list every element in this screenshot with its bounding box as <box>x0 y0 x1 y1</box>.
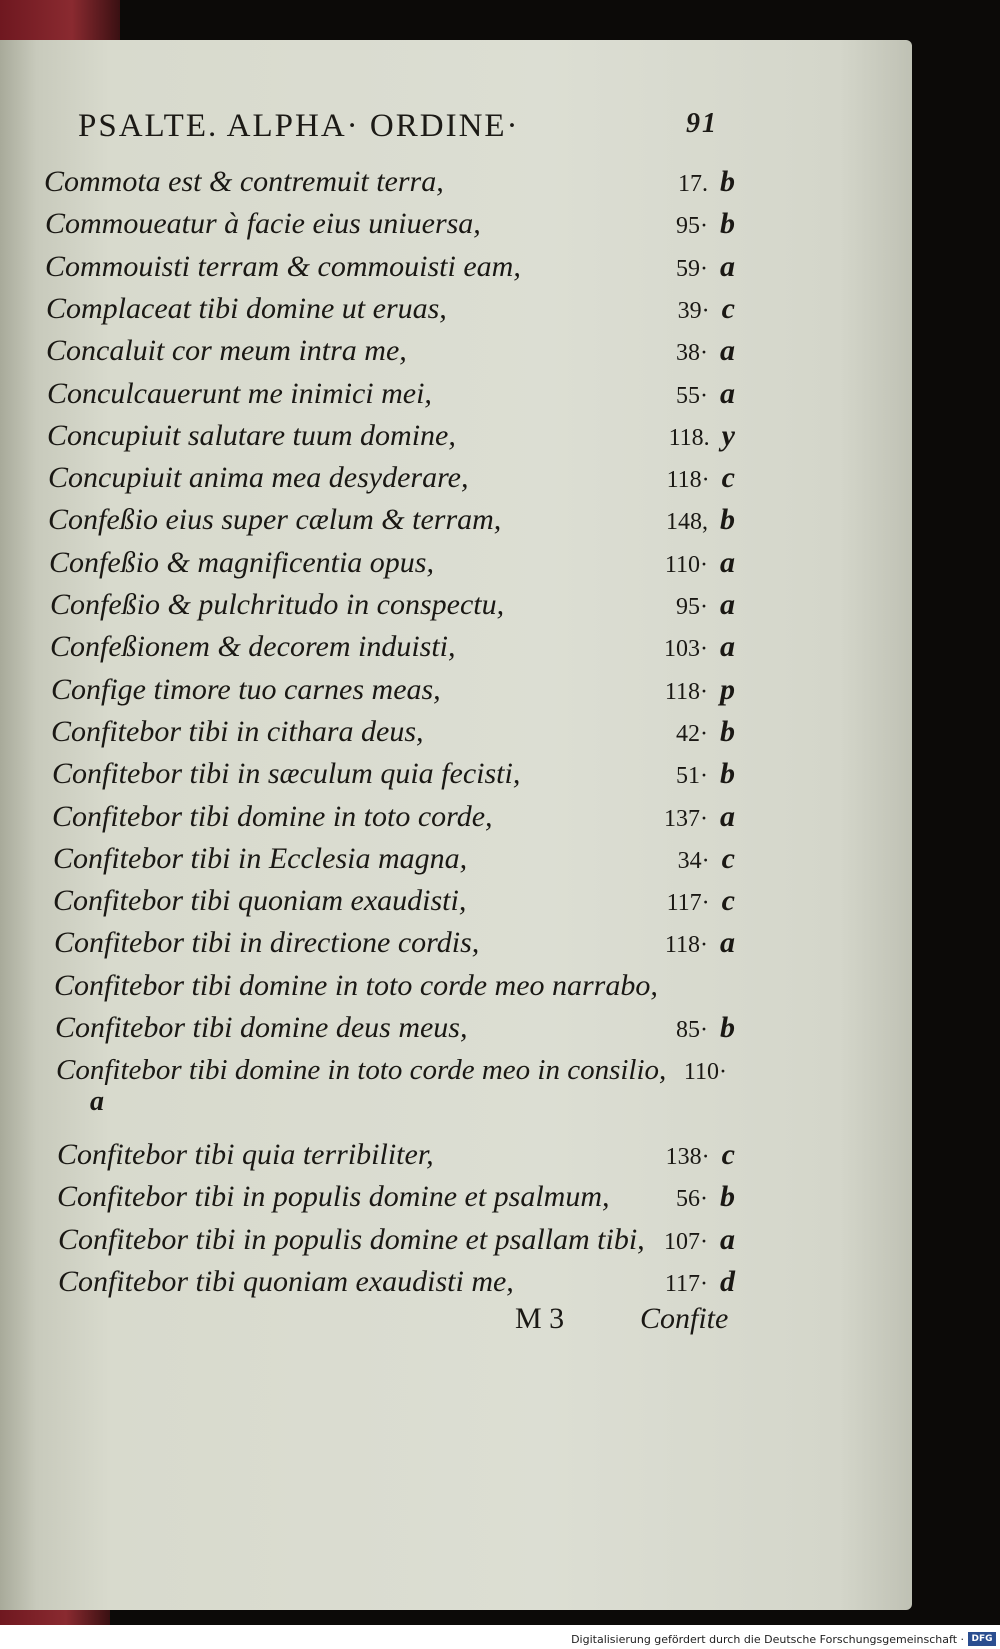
psalm-number: 95· <box>676 213 708 239</box>
signature-mark: M 3 <box>515 1302 565 1335</box>
verse-letter: a <box>720 250 735 283</box>
entry-text: Confitebor tibi domine in toto corde, <box>52 800 493 833</box>
verse-letter: b <box>720 1011 735 1044</box>
index-entry <box>58 1220 735 1260</box>
verse-letter: b <box>720 757 735 790</box>
index-entry <box>47 374 735 414</box>
index-entry <box>48 500 735 540</box>
psalm-number: 59· <box>676 256 708 282</box>
entry-reference <box>676 1177 735 1219</box>
index-entry <box>45 204 735 244</box>
index-entry <box>44 162 735 202</box>
entry-reference <box>664 1220 735 1262</box>
entry-reference <box>676 331 735 373</box>
index-entry <box>52 797 735 837</box>
verse-letter: c <box>721 842 735 875</box>
verse-letter: b <box>720 165 735 198</box>
entry-text: Confige timore tuo carnes meas, <box>51 673 441 706</box>
entry-reference <box>676 585 735 627</box>
entry-reference <box>665 1262 735 1304</box>
psalm-number: 95· <box>676 594 708 620</box>
entry-reference <box>684 1050 739 1092</box>
psalm-number: 137· <box>664 806 708 832</box>
entry-text: Confitebor tibi domine deus meus, <box>55 1011 468 1044</box>
entry-text: Confeßionem & decorem induisti, <box>50 630 456 663</box>
entry-text: Confitebor tibi in sæculum quia fecisti, <box>52 757 521 790</box>
index-entry <box>48 458 735 498</box>
entry-reference <box>667 881 735 923</box>
entry-reference <box>665 670 735 712</box>
index-entry <box>55 1008 735 1048</box>
index-entry <box>57 1135 735 1175</box>
footer-credit: Digitalisierung gefördert durch die Deutsche Forschungsgemeinschaft · <box>571 1633 964 1646</box>
entry-reference <box>666 500 735 542</box>
psalm-number: 42· <box>676 721 708 747</box>
verse-letter: c <box>721 1138 735 1171</box>
entry-text: Confeßio eius super cælum & terram, <box>48 503 502 536</box>
entry-reference <box>667 458 735 500</box>
entry-text: Commoueatur à facie eius uniuersa, <box>45 207 481 240</box>
entry-reference <box>676 1008 735 1050</box>
entry-text: Conculcauerunt me inimici mei, <box>47 377 432 410</box>
psalm-number: 118. <box>668 425 710 451</box>
entry-reference <box>669 416 735 458</box>
psalm-number: 148, <box>666 509 708 535</box>
entry-reference <box>665 543 735 585</box>
verse-letter: d <box>720 1265 735 1298</box>
entry-reference <box>676 754 735 796</box>
psalm-number: 110· <box>664 552 708 578</box>
index-entry <box>52 754 735 794</box>
page-number: 91 <box>686 108 718 139</box>
entry-reference <box>676 712 735 754</box>
index-entry <box>57 1177 735 1217</box>
psalm-number: 38· <box>676 340 708 366</box>
entry-reference <box>664 797 735 839</box>
verse-letter: b <box>720 207 735 240</box>
psalm-number: 34· <box>677 848 710 874</box>
psalm-number: 110· <box>683 1059 727 1085</box>
entry-reference <box>678 289 735 331</box>
index-entry <box>50 627 735 667</box>
entry-text: Confitebor tibi quoniam exaudisti, <box>53 884 467 917</box>
verse-letter: c <box>721 884 735 917</box>
catchword: Confite <box>640 1302 729 1335</box>
psalm-number: 138· <box>665 1144 710 1170</box>
verse-letter: p <box>720 673 735 706</box>
psalm-number: 117· <box>664 1271 708 1297</box>
index-entry <box>47 416 735 456</box>
entry-reference <box>676 374 735 416</box>
entry-text: Concaluit cor meum intra me, <box>46 334 407 367</box>
psalm-number: 51· <box>676 763 708 789</box>
psalm-number: 117· <box>666 890 710 916</box>
verse-letter: b <box>720 715 735 748</box>
verse-letter: a <box>720 546 735 579</box>
entry-text: Commota est & contremuit terra, <box>44 165 444 198</box>
entry-reference <box>666 1135 735 1177</box>
entry-reference <box>678 839 735 881</box>
index-entry <box>54 923 735 963</box>
index-entry <box>58 1262 735 1302</box>
index-entry <box>50 585 735 625</box>
psalm-number: 85· <box>676 1017 708 1043</box>
entry-reference <box>676 204 735 246</box>
entry-reference <box>678 162 735 204</box>
verse-letter: a <box>720 377 735 410</box>
psalm-number: 55· <box>676 383 708 409</box>
verse-letter: a <box>720 334 735 367</box>
entry-text: Confitebor tibi in populis domine et psalmum, <box>57 1180 610 1213</box>
entry-text: Concupiuit anima mea desyderare, <box>48 461 469 494</box>
index-entry <box>53 839 735 879</box>
entry-text: Confitebor tibi domine in toto corde meo in consilio, <box>56 1054 667 1086</box>
entry-text: Confitebor tibi in directione cordis, <box>54 926 480 959</box>
index-entry <box>51 712 735 752</box>
entry-reference <box>676 247 735 289</box>
entry-text: Concupiuit salutare tuum domine, <box>47 419 456 452</box>
index-entry <box>49 543 735 583</box>
index-entry <box>54 966 735 1006</box>
entry-text: Confitebor tibi in populis domine et psallam tibi, <box>58 1223 645 1256</box>
entry-text: Commouisti terram & commouisti eam, <box>45 250 521 283</box>
entry-text: Confeßio & pulchritudo in conspectu, <box>50 588 505 621</box>
psalm-number: 118· <box>664 679 708 705</box>
psalm-number: 56· <box>676 1186 708 1212</box>
entry-text: Confitebor tibi in cithara deus, <box>51 715 424 748</box>
running-head <box>78 108 718 148</box>
index-entry <box>53 881 735 921</box>
running-head-title: PSALTE. ALPHA· ORDINE· <box>78 108 520 144</box>
verse-letter: c <box>721 292 735 325</box>
entry-text: Confitebor tibi in Ecclesia magna, <box>53 842 468 875</box>
psalm-number: 17. <box>678 171 708 197</box>
continuation-letter: a <box>90 1086 104 1117</box>
verse-letter: c <box>721 461 735 494</box>
psalm-number: 107· <box>664 1229 708 1255</box>
psalm-number: 39· <box>677 298 710 324</box>
entry-text: Confitebor tibi domine in toto corde meo narrabo, <box>54 969 658 1002</box>
dfg-logo: DFG <box>968 1632 996 1646</box>
verse-letter: a <box>720 588 735 621</box>
psalm-number: 103· <box>664 636 708 662</box>
verse-letter: b <box>720 503 735 536</box>
index-entry <box>51 670 735 710</box>
footer-bar <box>0 1625 1000 1649</box>
index-entry <box>56 1050 735 1090</box>
verse-letter: b <box>720 1180 735 1213</box>
verse-letter: a <box>720 630 735 663</box>
entry-text: Confitebor tibi quia terribiliter, <box>57 1138 434 1171</box>
psalm-number: 118· <box>664 932 708 958</box>
verse-letter: a <box>720 926 735 959</box>
entry-text: Confitebor tibi quoniam exaudisti me, <box>58 1265 514 1298</box>
verse-letter: a <box>720 1223 735 1256</box>
entry-text: Complaceat tibi domine ut eruas, <box>46 292 447 325</box>
entry-reference <box>723 966 735 1008</box>
psalm-number: 118· <box>666 467 710 493</box>
index-entry <box>46 289 735 329</box>
entry-reference <box>665 923 735 965</box>
index-entry <box>45 247 735 287</box>
verse-letter: y <box>721 419 735 452</box>
entry-reference <box>664 627 735 669</box>
verse-letter: a <box>720 800 735 833</box>
entry-text: Confeßio & magnificentia opus, <box>49 546 434 579</box>
index-entry <box>46 331 735 371</box>
